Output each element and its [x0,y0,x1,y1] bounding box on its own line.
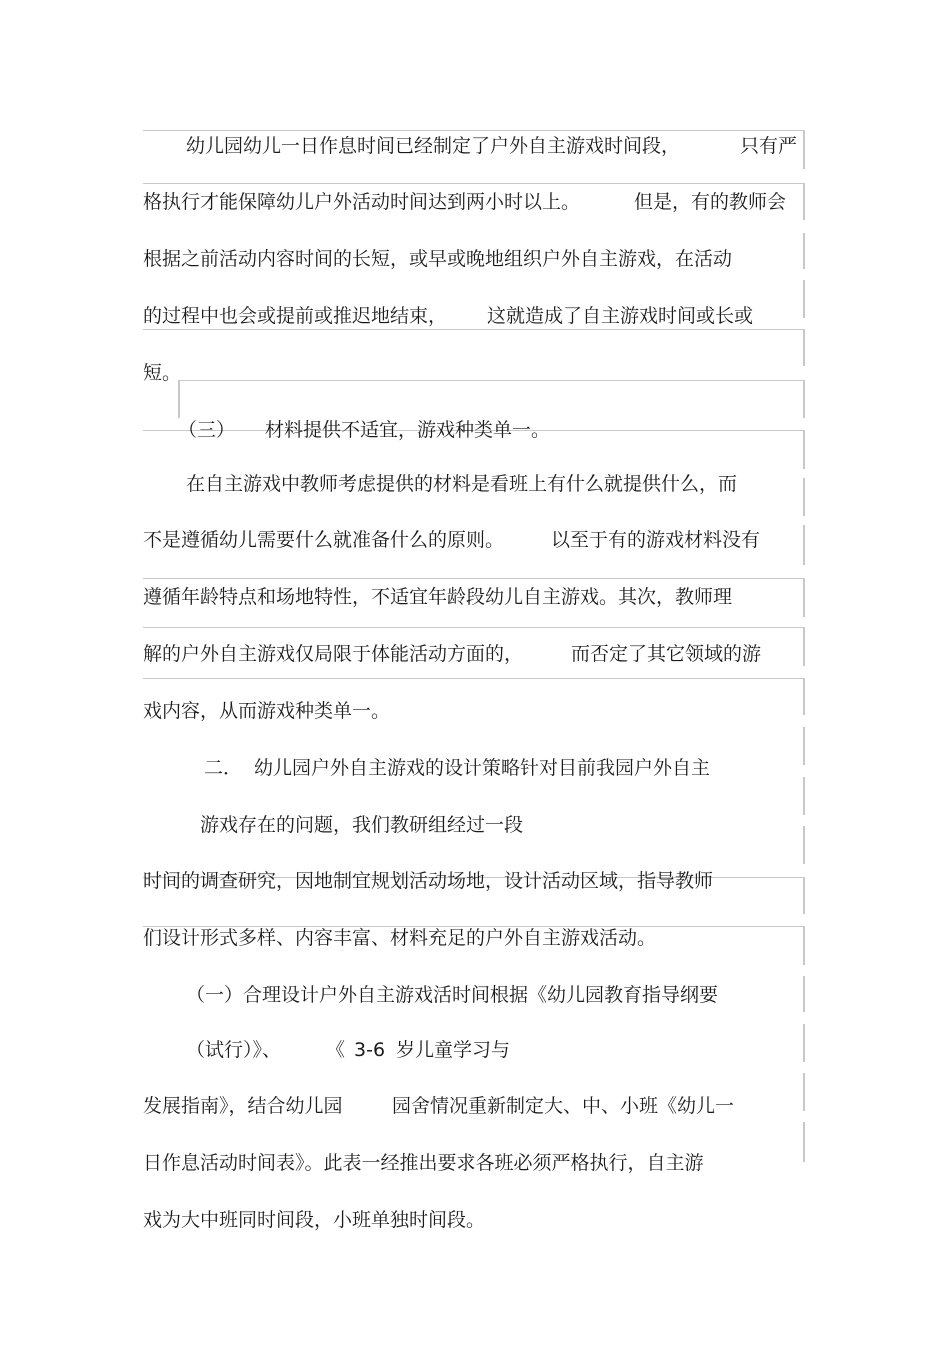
scan-line [178,380,180,418]
scan-line [803,826,805,864]
text-line: 解的户外自主游戏仅局限于体能活动方面的， [143,643,524,665]
scan-line [178,380,803,381]
text-line-tail: 这就造成了自主游戏时间或长或 [487,305,754,327]
text-line: 根据之前活动内容时间的长短，或早或晚地组织户外自主游戏，在活动 [143,248,733,270]
section-number: （三） [178,419,236,441]
text-line: 们设计形式多样、内容丰富、材料充足的户外自主游戏活动。 [143,927,657,949]
scan-line [803,628,805,666]
text-line: 短。 [143,362,182,384]
scan-line [143,329,805,330]
scan-line [803,1073,805,1111]
scan-line [803,1122,805,1162]
scan-line [803,727,805,765]
text-line: 时间的调查研究，因地制宜规划活动场地，设计活动区域，指导教师 [143,870,714,892]
scan-line [143,578,805,579]
scan-line [803,927,805,965]
text-line: 戏内容，从而游戏种类单一。 [143,700,391,722]
text-line: 日作息活动时间表》。此表一经推出要求各班必须严格执行，自主游 [143,1152,704,1174]
text-line-part: 岁儿童学习与 [396,1039,511,1061]
text-line: 幼儿园幼儿一日作息时间已经制定了户外自主游戏时间段， [186,135,681,157]
text-line-part: 3-6 [354,1039,386,1061]
text-line-tail: 只有严 [740,135,798,157]
section-number: 二． [204,757,243,779]
scan-line [803,878,805,914]
text-line: 遵循年龄特点和场地特性，不适宜年龄段幼儿自主游戏。其次，教师理 [143,586,733,608]
text-line: 戏为大中班同时间段，小班单独时间段。 [143,1209,486,1231]
text-line: 在自主游戏中教师考虑提供的材料是看班上有什么就提供什么，而 [186,473,738,495]
scan-line [803,976,805,1012]
text-line-tail: 园舍情况重新制定大、中、小班《幼儿一 [392,1095,735,1117]
scan-line [803,280,805,318]
text-line: 格执行才能保障幼儿户外活动时间达到两小时以上。 [143,191,581,213]
scan-line [803,431,805,469]
scan-line [803,330,805,366]
text-line-tail: 以至于有的游戏材料没有 [551,529,761,551]
scan-line [143,130,805,131]
scan-line [803,1024,805,1062]
scan-line [803,380,805,418]
scan-line [803,679,805,715]
section-heading: 幼儿园户外自主游戏的设计策略针对目前我园户外自主 [254,757,711,779]
text-line: 发展指南》，结合幼儿园 [143,1095,343,1117]
text-line: 的过程中也会或提前或推迟地结束， [143,305,448,327]
scan-line [803,525,805,565]
section-heading: 材料提供不适宜，游戏种类单一。 [265,419,551,441]
scan-line [803,184,805,220]
scan-line [803,579,805,617]
scan-line [143,678,805,679]
text-line: （试行）》、 [186,1039,282,1061]
scan-line [803,131,805,169]
scan-line [803,777,805,815]
text-line: 不是遵循幼儿需要什么就准备什么的原则。 [143,529,505,551]
scan-line [143,627,805,628]
scan-line [803,478,805,516]
subsection-heading: （一）合理设计户外自主游戏活时间根据《幼儿园教育指导纲要 [186,984,719,1006]
scan-line [143,183,805,184]
text-line-tail: 但是，有的教师会 [634,191,787,213]
scan-line [803,233,805,269]
text-line-part: 《 [326,1039,346,1061]
text-line-tail: 而否定了其它领域的游 [571,643,762,665]
text-line: 游戏存在的问题，我们教研组经过一段 [200,814,524,836]
